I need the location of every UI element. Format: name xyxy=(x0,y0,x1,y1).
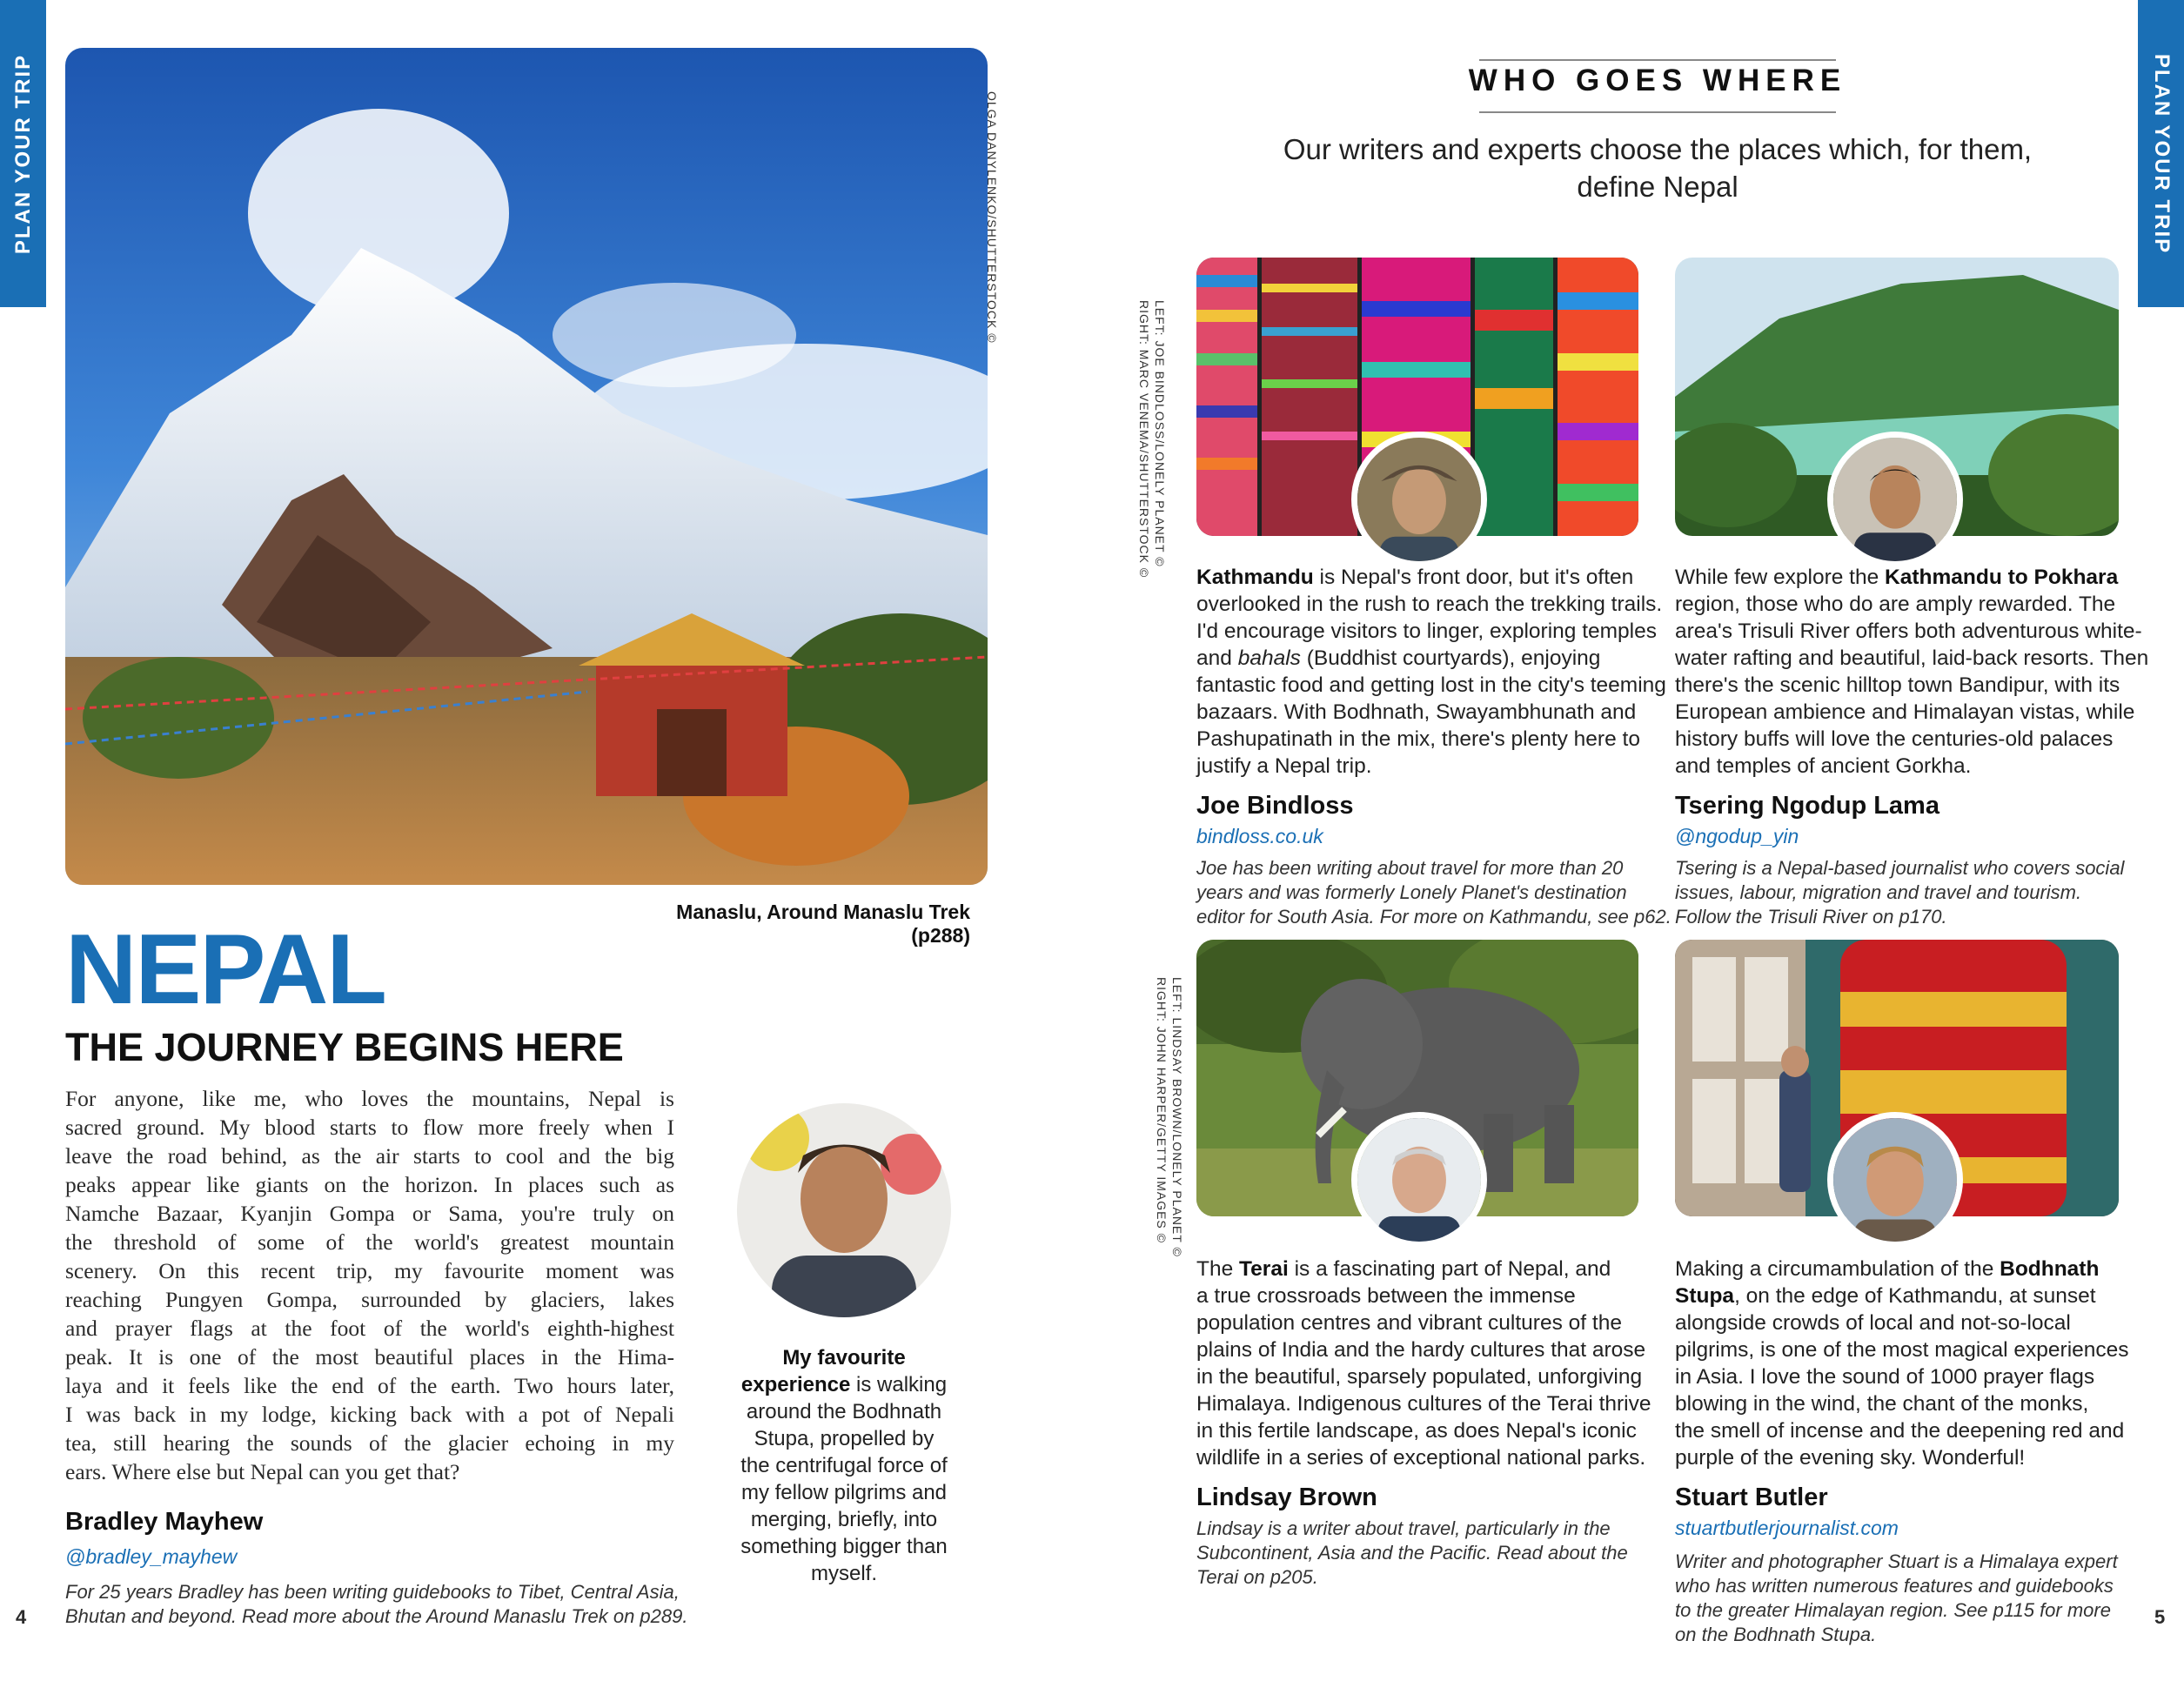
hero-photo-manaslu xyxy=(65,48,988,885)
text-run: and xyxy=(1196,646,1238,670)
photo-credit-bottom-right: RIGHT: JOHN HARPER/GETTY IMAGES © xyxy=(1155,977,1169,1243)
page-number-left: 4 xyxy=(16,1606,27,1628)
bold-place-name: Stupa xyxy=(1675,1284,1735,1308)
text-line xyxy=(1675,726,2127,753)
page-number-right: 5 xyxy=(2154,1606,2166,1628)
text-run: is walking xyxy=(850,1373,948,1396)
lindsay-text xyxy=(1196,1256,1649,1471)
bold-place-name: Kathmandu xyxy=(1196,566,1314,589)
favourite-experience-text xyxy=(713,1344,975,1587)
text-run: (Buddhist courtyards), enjoying xyxy=(1300,646,1601,670)
text-line xyxy=(1196,564,1649,591)
text-line xyxy=(1675,1309,2127,1336)
text-run: the smell of incense and the deepening red and xyxy=(1675,1419,2125,1443)
section-intro-line: define Nepal xyxy=(1577,171,1738,203)
side-tab-label: PLAN YOUR TRIP xyxy=(2149,53,2174,254)
text-line xyxy=(1675,672,2127,699)
author-name: Bradley Mayhew xyxy=(65,1508,264,1536)
favourite-line: myself. xyxy=(810,1562,877,1585)
text-line xyxy=(1196,672,1666,699)
text-run: water rafting and beautiful, laid-back resorts. Then xyxy=(1675,646,2149,670)
favourite-line: merging, briefly, into xyxy=(750,1508,938,1531)
text-run: in the beautiful, sparsely populated, unforgiving xyxy=(1196,1365,1643,1389)
intro-line: leave the road behind, as the air starts to cool and the big xyxy=(65,1143,674,1169)
page-title: NEPAL xyxy=(65,914,385,1025)
text-run: Making a circumambulation of the xyxy=(1675,1257,2000,1281)
author-portrait-lindsay xyxy=(1351,1112,1487,1248)
text-run: a true crossroads between the immense xyxy=(1196,1284,1576,1308)
heading-rule-bottom xyxy=(1479,111,1836,113)
hero-caption: Manaslu, Around Manaslu Trek (p288) xyxy=(676,901,970,947)
tsering-name: Tsering Ngodup Lama xyxy=(1675,792,1939,820)
bio-line: Subcontinent, Asia and the Pacific. Read about the xyxy=(1196,1542,1628,1564)
bio-line: Tsering is a Nepal-based journalist who covers social xyxy=(1675,857,2125,879)
intro-line: Namche Bazaar, Kyanjin Gompa or Sama, you're truly on xyxy=(65,1201,674,1226)
stuart-bio xyxy=(1675,1550,2127,1647)
text-run: I'd encourage visitors to linger, exploring temples xyxy=(1196,619,1657,643)
plan-your-trip-tab-right xyxy=(2138,0,2184,307)
bio-line: Terai on p205. xyxy=(1196,1566,1318,1588)
bold-place-name: Kathmandu to Pokhara xyxy=(1885,566,2119,589)
text-line xyxy=(1196,1390,1649,1417)
intro-line: reaching Pungyen Gompa, surrounded by glaciers, lakes xyxy=(65,1287,674,1312)
text-line xyxy=(1675,618,2142,645)
text-line xyxy=(1675,753,2127,780)
tsering-handle[interactable]: @ngodup_yin xyxy=(1675,825,1799,847)
bio-line: who has written numerous features and guidebooks xyxy=(1675,1575,2114,1597)
text-line xyxy=(1675,1363,2127,1390)
bio-line: Joe has been writing about travel for more than 20 xyxy=(1196,857,1624,879)
text-run: justify a Nepal trip. xyxy=(1196,754,1372,778)
text-line xyxy=(1675,1417,2127,1444)
text-line xyxy=(1675,645,2149,672)
intro-line: laya and it feels like the end of the earth. Two hours later, xyxy=(65,1373,674,1398)
text-run: and temples of ancient Gorkha. xyxy=(1675,754,1972,778)
text-run: pilgrims, is one of the most magical experiences xyxy=(1675,1338,2129,1362)
hero-photo-credit: OLGA DANYLENKO/SHUTTERSTOCK © xyxy=(985,91,999,344)
joe-name: Joe Bindloss xyxy=(1196,792,1354,820)
bio-line: years and was formerly Lonely Planet's destination xyxy=(1196,881,1627,903)
text-line xyxy=(1196,1363,1649,1390)
joe-handle[interactable]: bindloss.co.uk xyxy=(1196,825,1323,847)
text-line xyxy=(1196,1444,1649,1471)
text-line xyxy=(1675,1336,2127,1363)
text-line xyxy=(1196,753,1649,780)
text-run: While few explore the xyxy=(1675,566,1886,589)
photo-credit-bottom-left: LEFT: LINDSAY BROWN/LONELY PLANET © xyxy=(1170,977,1184,1257)
text-run: region, those who do are amply rewarded. The xyxy=(1675,593,2116,616)
text-run: there's the scenic hilltop town Bandipur, with its xyxy=(1675,673,2120,697)
text-run: bazaars. With Bodhnath, Swayambhunath and xyxy=(1196,700,1637,724)
text-line xyxy=(1196,1256,1649,1283)
text-line xyxy=(1675,1256,2127,1283)
text-line xyxy=(1196,1336,1649,1363)
text-line xyxy=(1675,1444,2127,1471)
section-heading: WHO GOES WHERE xyxy=(1468,64,1847,97)
favourite-line: my fellow pilgrims and xyxy=(740,1481,948,1504)
bio-line: Writer and photographer Stuart is a Himalaya expert xyxy=(1675,1550,2118,1572)
bio-line: on the Bodhnath Stupa. xyxy=(1675,1624,1877,1645)
text-line xyxy=(1196,618,1657,645)
italic-term: bahals xyxy=(1237,646,1301,670)
author-portrait-stuart xyxy=(1827,1112,1963,1248)
intro-line: scenery. On this recent trip, my favourite moment was xyxy=(65,1258,674,1283)
bio-line: editor for South Asia. For more on Kathmandu, see p62. xyxy=(1196,906,1671,928)
lindsay-bio xyxy=(1196,1517,1649,1590)
joe-bio xyxy=(1196,856,1671,929)
bold-place-name: Bodhnath xyxy=(2000,1257,2100,1281)
text-line xyxy=(1196,645,1649,672)
text-line xyxy=(1196,699,1649,726)
tsering-text xyxy=(1675,564,2149,780)
text-line xyxy=(1196,1417,1649,1444)
text-run: plains of India and the hardy cultures that arose xyxy=(1196,1338,1646,1362)
section-intro xyxy=(1218,131,2097,205)
text-run: in Asia. I love the sound of 1000 prayer flags xyxy=(1675,1365,2095,1389)
bio-line: to the greater Himalayan region. See p115 for more xyxy=(1675,1599,2111,1621)
author-bio xyxy=(65,1580,692,1629)
photo-credit-top-right: RIGHT: MARC VENEMA/SHUTTERSTOCK © xyxy=(1137,300,1151,579)
bio-line: Lindsay is a writer about travel, particularly in the xyxy=(1196,1517,1611,1539)
bio-line: issues, labour, migration and travel and tourism. xyxy=(1675,881,2082,903)
page-subtitle: THE JOURNEY BEGINS HERE xyxy=(65,1025,624,1069)
text-run: history buffs will love the centuries-old palaces xyxy=(1675,727,2114,751)
text-line xyxy=(713,1371,975,1398)
author-handle[interactable]: @bradley_mayhew xyxy=(65,1545,238,1568)
text-line xyxy=(1196,1283,1649,1309)
text-run: population centres and vibrant cultures of the xyxy=(1196,1311,1622,1335)
intro-line: the threshold of some of the world's greatest mountain xyxy=(65,1229,674,1255)
lindsay-name: Lindsay Brown xyxy=(1196,1483,1377,1511)
text-run: in this fertile landscape, as does Nepal's iconic xyxy=(1196,1419,1637,1443)
text-run: European ambience and Himalayan vistas, while xyxy=(1675,700,2135,724)
text-line xyxy=(1196,591,1663,618)
intro-line: and prayer flags at the foot of the world's eighth-highest xyxy=(65,1316,674,1341)
bio-line: Bhutan and beyond. Read more about the Around Manaslu Trek on p289. xyxy=(65,1605,688,1627)
intro-text xyxy=(65,1084,674,1486)
text-run: purple of the evening sky. Wonderful! xyxy=(1675,1446,2026,1470)
text-run: area's Trisuli River offers both adventurous white- xyxy=(1675,619,2142,643)
intro-line: For anyone, like me, who loves the mountains, Nepal is xyxy=(65,1086,674,1111)
text-run: Pashupatinath in the mix, there's plenty here to xyxy=(1196,727,1640,751)
text-line xyxy=(713,1344,975,1371)
bio-line: For 25 years Bradley has been writing guidebooks to Tibet, Central Asia, xyxy=(65,1581,680,1603)
text-run: alongside crowds of local and not-so-local xyxy=(1675,1311,2071,1335)
author-portrait-joe xyxy=(1351,432,1487,567)
favourite-line: something bigger than xyxy=(740,1535,948,1558)
text-run: The xyxy=(1196,1257,1240,1281)
author-portrait-tsering xyxy=(1827,432,1963,567)
text-run: wildlife in a series of exceptional national parks. xyxy=(1196,1446,1646,1470)
side-tab-label: PLAN YOUR TRIP xyxy=(10,53,35,254)
favourite-line: around the Bodhnath xyxy=(746,1400,942,1423)
text-line xyxy=(1675,699,2135,726)
intro-line: tea, still hearing the sounds of the glacier echoing in my xyxy=(65,1430,674,1456)
favourite-line: Stupa, propelled by xyxy=(754,1427,935,1450)
bio-line: Follow the Trisuli River on p170. xyxy=(1675,906,1947,928)
joe-text xyxy=(1196,564,1666,780)
text-run: is Nepal's front door, but it's often xyxy=(1313,566,1634,589)
intro-line: peak. It is one of the most beautiful places in the Hima- xyxy=(65,1344,674,1370)
text-line xyxy=(1196,726,1649,753)
favourite-heading: My favourite xyxy=(782,1346,906,1370)
text-line xyxy=(1675,1390,2127,1417)
favourite-heading: experience xyxy=(740,1373,851,1396)
text-run: is a fascinating part of Nepal, and xyxy=(1288,1257,1611,1281)
text-run: fantastic food and getting lost in the city's teeming xyxy=(1196,673,1666,697)
text-line xyxy=(1196,1309,1649,1336)
text-line xyxy=(1675,564,2127,591)
text-run: overlooked in the rush to reach the trekking trails. xyxy=(1196,593,1663,616)
intro-line: ears. Where else but Nepal can you get that? xyxy=(65,1459,460,1484)
photo-credit-top-left: LEFT: JOE BINDLOSS/LONELY PLANET © xyxy=(1153,300,1167,567)
stuart-name: Stuart Butler xyxy=(1675,1483,1828,1511)
intro-line: I was back in my lodge, kicking back with a pot of Nepali xyxy=(65,1402,674,1427)
author-portrait-bradley xyxy=(737,1103,951,1317)
text-run: Himalaya. Indigenous cultures of the Terai thrive xyxy=(1196,1392,1651,1416)
stuart-text xyxy=(1675,1256,2127,1471)
section-intro-line: Our writers and experts choose the places which, for them, xyxy=(1283,133,2033,165)
bold-place-name: Terai xyxy=(1239,1257,1289,1281)
text-line xyxy=(1675,1283,2127,1309)
intro-line: peaks appear like giants on the horizon. In places such as xyxy=(65,1172,674,1197)
tsering-bio xyxy=(1675,856,2127,929)
text-run: , on the edge of Kathmandu, at sunset xyxy=(1734,1284,2096,1308)
text-run: blowing in the wind, the chant of the monks, xyxy=(1675,1392,2089,1416)
plan-your-trip-tab-left xyxy=(0,0,46,307)
intro-line: sacred ground. My blood starts to flow more freely when I xyxy=(65,1115,674,1140)
stuart-handle[interactable]: stuartbutlerjournalist.com xyxy=(1675,1517,1899,1539)
text-line xyxy=(1675,591,2127,618)
favourite-line: the centrifugal force of xyxy=(740,1454,948,1477)
